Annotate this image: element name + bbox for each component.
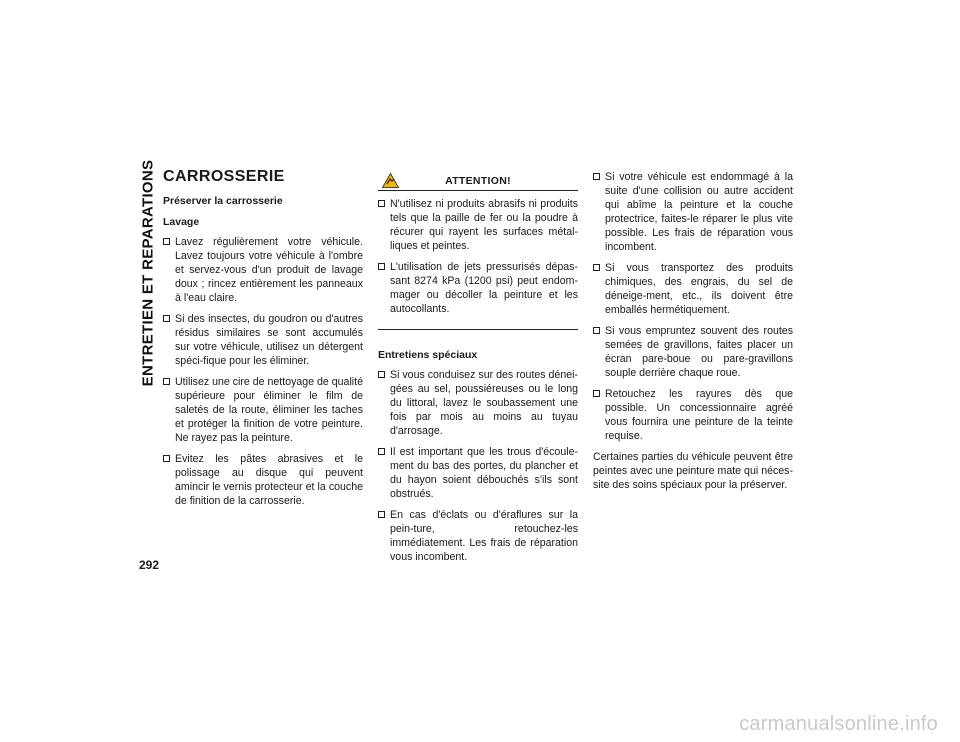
section-subtitle: Préserver la carrosserie [163,195,283,207]
list-item: Lavez régulièrement votre véhicule. Lavez toujours votre véhicule à l'ombre et servez-vous d'un produit de lavage doux ; rincez entièrement les panneaux à l'eau claire. [163,235,363,305]
list-item: Si vous conduisez sur des routes dénei-gées au sel, poussiéreuses ou le long du littoral, lavez le soubassement une fois par mois au moins au tuyau d'arrosage. [378,368,578,438]
list-item: Si vous transportez des produits chimiques, des engrais, du sel de déneige-ment, etc., ils doivent être emballés hermétiquement. [593,261,793,317]
attention-title: ATTENTION! [445,175,511,187]
list-item: Il est important que les trous d'écoule-ment du bas des portes, du plancher et du hayon soient débouchés s'ils sont obstrués. [378,445,578,501]
entretiens-list [378,368,578,564]
list-item: Retouchez les rayures dès que possible. Un concessionnaire agréé vous fournira une peinture de la teinte requise. [593,387,793,443]
checkbox-bullet-icon [163,315,170,322]
column-1 [163,170,363,515]
list-item: Si des insectes, du goudron ou d'autres résidus similaires se sont accumulés sur votre véhicule, utilisez un détergent spéci-fique pour les éliminer. [163,312,363,368]
checkbox-bullet-icon [378,200,385,207]
lavage-heading: Lavage [163,216,200,228]
checkbox-bullet-icon [593,327,600,334]
checkbox-bullet-icon [593,173,600,180]
checkbox-bullet-icon [593,264,600,271]
attention-header [378,170,578,191]
side-tab [138,159,158,387]
checkbox-bullet-icon [378,263,385,270]
page-number: 292 [139,558,160,572]
column-3 [593,170,793,492]
lavage-list [163,235,363,508]
list-item: Utilisez une cire de nettoyage de qualité supérieure pour éliminer le film de saletés de la route, éliminer les taches et protéger la finition de votre peinture. Ne rayez pas la peinture. [163,375,363,445]
checkbox-bullet-icon [378,511,385,518]
list-item: N'utilisez ni produits abrasifs ni produits tels que la paille de fer ou la poudre à récurer qui rayent les surfaces métal-liques et peintes. [378,197,578,253]
attention-list [378,197,578,316]
checkbox-bullet-icon [593,390,600,397]
attention-box [378,170,578,330]
section-title: CARROSSERIE [163,168,285,185]
entretiens-heading: Entretiens spéciaux [378,349,478,361]
column-2 [378,170,578,571]
checkbox-bullet-icon [163,378,170,385]
checkbox-bullet-icon [163,455,170,462]
side-tab-label: ENTRETIEN ET REPARATIONS [139,159,157,387]
checkbox-bullet-icon [163,238,170,245]
checkbox-bullet-icon [378,371,385,378]
list-item: L'utilisation de jets pressurisés dépas-sant 8274 kPa (1200 psi) peut endom-mager ou décoller la peinture et les autocollants. [378,260,578,316]
list-item: Si votre véhicule est endommagé à la suite d'une collision ou autre accident qui abîme la peinture et la couche protectrice, faites-le réparer le plus vite possible. Les frais de réparation vous incombent. [593,170,793,254]
checkbox-bullet-icon [378,448,385,455]
closing-paragraph: Certaines parties du véhicule peuvent être peintes avec une peinture mate qui néces-site des soins spéciaux pour la préserver. [593,451,793,491]
watermark-text: carmanualsonline.info [739,713,938,735]
list-item: Si vous empruntez souvent des routes semées de gravillons, faites placer un écran pare-boue ou pare-gravillons souple derrière chaque roue. [593,324,793,380]
col3-list [593,170,793,443]
list-item: Evitez les pâtes abrasives et le polissage au disque qui peuvent amincir le vernis protecteur et la couche de finition de la carrosserie. [163,452,363,508]
list-item: En cas d'éclats ou d'éraflures sur la pein-ture, retouchez-les immédiatement. Les frais de réparation vous incombent. [378,508,578,564]
